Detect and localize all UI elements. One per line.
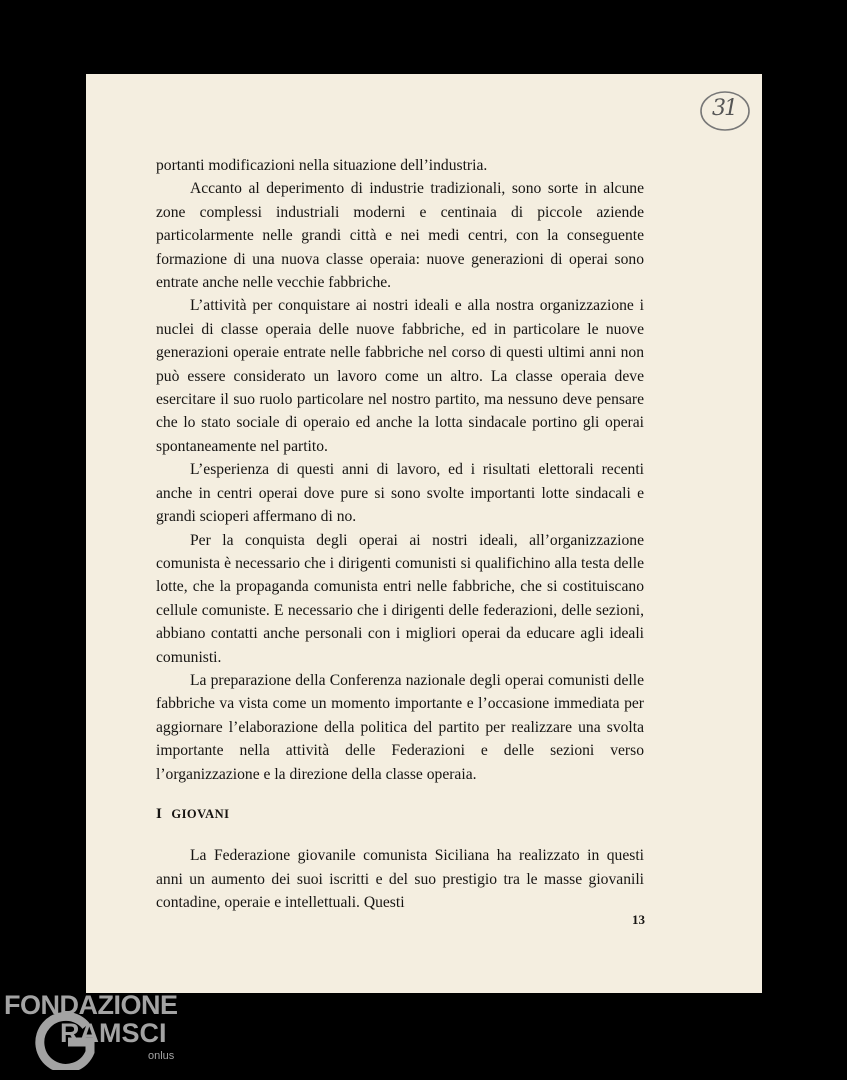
document-page <box>86 74 762 993</box>
archive-number-annotation <box>698 88 752 134</box>
paragraph: L’esperienza di questi anni di lavoro, ed i risultati elettorali recenti anche in centri operai dove pure si sono svolte importanti lotte sindacali e grandi scioperi affermano di no. <box>156 461 644 526</box>
watermark-line-2: RAMSCI <box>60 1018 167 1048</box>
paragraph: La Federazione giovanile comunista Siciliana ha realizzato in questi anni un aumento dei suoi iscritti e del suo prestigio tra le masse giovanili contadine, operaie e intellettuali. Questi <box>156 847 644 912</box>
watermark-line-3: onlus <box>148 1050 175 1062</box>
section-number: I <box>156 805 163 822</box>
section-heading <box>156 803 644 826</box>
page-number: 13 <box>632 912 645 927</box>
paragraph: Accanto al deperimento di industrie tradizionali, sono sorte in alcune zone complessi industriali moderni e centinaia di piccole aziende particolarmente nelle grandi città e nei medi centri, con la conseguente formazione di una nuova classe operaia: nuove generazioni di operai sono entrate anche nelle vecchie fabbriche. <box>156 180 644 292</box>
paragraph: La preparazione della Conferenza nazionale degli operai comunisti delle fabbriche va vista come un momento importante e l’occasione immediata per aggiornare l’elaborazione della politica del partito per realizzare una svolta importante nella attività delle Federazioni e delle sezioni verso l’organizzazione e la direzione della classe operaia. <box>156 671 644 783</box>
paragraph: portanti modificazioni nella situazione dell’industria. <box>156 157 488 174</box>
body-text <box>156 154 644 915</box>
archive-number: 31 <box>712 96 736 121</box>
paragraph: Per la conquista degli operai ai nostri ideali, all’organizzazione comunista è necessario che i dirigenti comunisti si qualifichino alla testa delle lotte, che la propaganda comunista entri nelle fabbriche, che si costituiscano cellule comuniste. E necessario che i dirigenti delle federazioni, delle sezioni, abbiano contatti anche personali con i migliori operai da educare agli ideali comunisti. <box>156 531 644 666</box>
section-title: GIOVANI <box>171 806 230 821</box>
fondazione-gramsci-watermark <box>4 990 234 1074</box>
watermark-line-1: FONDAZIONE <box>4 990 178 1020</box>
paragraph: L’attività per conquistare ai nostri ideali e alla nostra organizzazione i nuclei di classe operaia delle nuove fabbriche, ed in particolare le nuove generazioni operaie entrate nelle fabbriche nel corso di questi ultimi anni non può essere considerato un lavoro come un altro. La classe operaia deve esercitare il suo ruolo particolare nel nostro partito, ma nessuno deve pensare che lo stato sociale di operaio ed anche la lotta sindacale portino gli operai spontaneamente nel partito. <box>156 297 644 455</box>
